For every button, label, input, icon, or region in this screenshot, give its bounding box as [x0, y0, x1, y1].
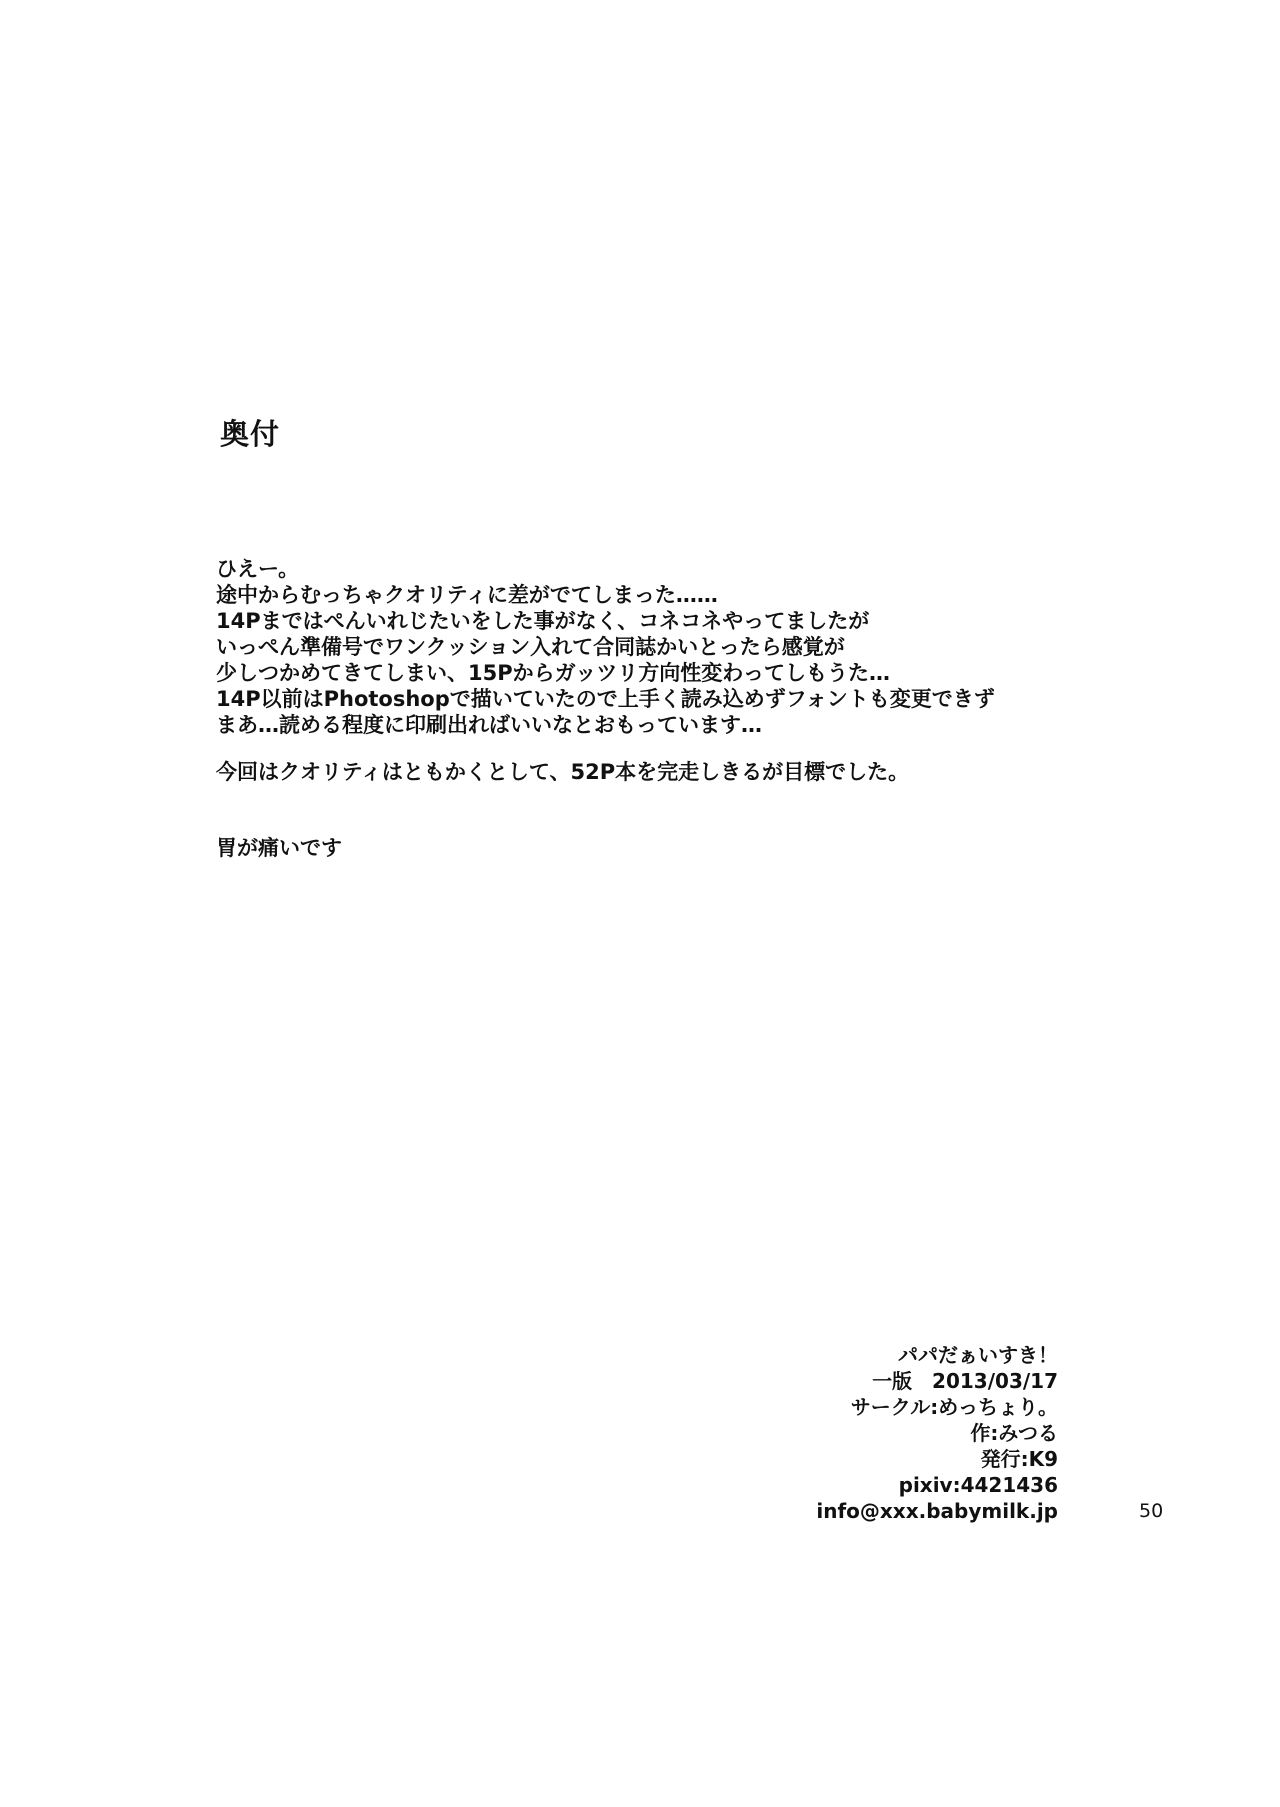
colophon-email: info@xxx.babymilk.jp	[816, 1499, 1058, 1523]
afterword-line: ひえー。	[216, 557, 300, 581]
colophon-circle: サークル:めっちょり。	[850, 1395, 1058, 1419]
afterword-line: いっぺん準備号でワンクッション入れて合同誌かいとったら感覚が	[216, 635, 845, 659]
afterword-line: 少しつかめてきてしまい、15Pからガッツリ方向性変わってしもうた…	[216, 661, 890, 685]
colophon-publisher: 発行:K9	[980, 1447, 1058, 1471]
colophon-pixiv: pixiv:4421436	[898, 1473, 1058, 1497]
closing-paragraph	[216, 835, 342, 861]
page-heading: 奥付	[220, 417, 281, 451]
closing-line: 胃が痛いです	[216, 836, 342, 860]
goal-line: 今回はクオリティはともかくとして、52P本を完走しきるが目標でした。	[216, 760, 910, 784]
colophon-author: 作:みつる	[970, 1421, 1058, 1445]
goal-paragraph	[216, 759, 909, 785]
colophon-edition: 一版 2013/03/17	[872, 1369, 1058, 1393]
colophon-block	[816, 1342, 1058, 1524]
afterword-paragraph	[216, 556, 995, 738]
afterword-line: まあ…読める程度に印刷出ればいいなとおもっています…	[216, 713, 762, 737]
colophon-title: パパだぁいすき！	[898, 1343, 1058, 1367]
afterword-line: 14P以前はPhotoshopで描いていたので上手く読み込めずフォントも変更できず	[216, 687, 995, 711]
page-number: 50	[1139, 1500, 1164, 1522]
afterword-line: 14Pまではぺんいれじたいをした事がなく、コネコネやってましたが	[216, 609, 870, 633]
afterword-line: 途中からむっちゃクオリティに差がでてしまった……	[216, 583, 718, 607]
